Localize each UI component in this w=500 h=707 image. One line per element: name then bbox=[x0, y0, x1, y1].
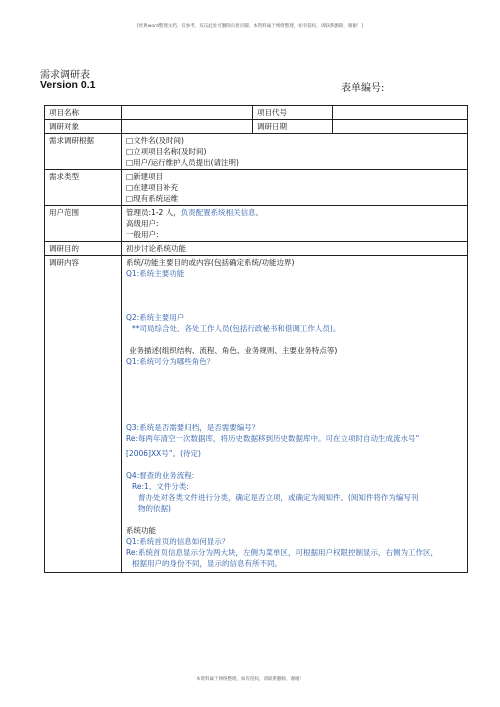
content-line: Q1:系统可分为哪些角色？ bbox=[126, 357, 215, 366]
table-row bbox=[45, 106, 468, 120]
label-survey-purpose: 调研目的 bbox=[45, 242, 122, 256]
table-row bbox=[45, 256, 468, 573]
project-code-value[interactable] bbox=[333, 106, 468, 120]
content-line: 系统功能 bbox=[126, 526, 156, 535]
label-project-name: 项目名称 bbox=[45, 106, 122, 120]
basis-option-user[interactable]: □用户/运行维护人员提出(请注明) bbox=[126, 158, 239, 167]
table-row bbox=[45, 170, 468, 206]
content-line: 根据用户的身份不同，显示的信息有所不同。 bbox=[132, 559, 282, 568]
table-row bbox=[45, 120, 468, 134]
content-line: 系统/功能主要目的或内容(包括确定系统/功能边界) bbox=[126, 258, 295, 267]
type-option-new[interactable]: □新建项目 bbox=[126, 172, 164, 181]
table-row bbox=[45, 242, 468, 256]
content-line: 督办处对各类文件进行分类，确定是否立项，或确定为阅知件。(阅知件将作为编写刊 bbox=[138, 493, 419, 502]
page-title: 需求调研表 bbox=[40, 70, 90, 81]
type-option-maintenance[interactable]: □现有系统运维 bbox=[126, 194, 179, 203]
survey-basis-options bbox=[122, 134, 468, 170]
content-line: Q1:系统首页的信息如何显示？ bbox=[126, 537, 230, 546]
table-row bbox=[45, 206, 468, 242]
content-line: Q4:督查的业务流程: bbox=[126, 471, 195, 480]
label-survey-basis: 需求调研根据 bbox=[45, 134, 122, 170]
survey-target-value[interactable] bbox=[122, 120, 253, 134]
content-line: **司局综合处、各处工作人员(包括行政秘书和借调工作人员)。 bbox=[132, 324, 341, 333]
label-survey-target: 调研对象 bbox=[45, 120, 122, 134]
requirement-type-options bbox=[122, 170, 468, 206]
survey-purpose-value: 初步讨论系统功能 bbox=[122, 242, 468, 256]
scope-general-user: 一般用户: bbox=[126, 230, 159, 239]
survey-table bbox=[44, 105, 468, 573]
survey-date-value[interactable] bbox=[333, 120, 468, 134]
user-scope-content bbox=[122, 206, 468, 242]
version-label: Version 0.1 bbox=[40, 79, 96, 91]
content-line: Re:每两年清空一次数据库，将历史数据移到历史数据库中。可在立项时自动生成流水号“ bbox=[126, 434, 420, 443]
project-name-value[interactable] bbox=[122, 106, 253, 120]
content-line: Q2:系统主要用户 bbox=[126, 313, 185, 322]
content-line: Re:1、文件分类: bbox=[132, 482, 189, 491]
form-number-label: 表单编号: bbox=[341, 83, 385, 94]
table-row bbox=[45, 134, 468, 170]
type-option-supplement[interactable]: □在建项目补充 bbox=[126, 183, 179, 192]
content-line: 物的依据) bbox=[138, 504, 171, 513]
content-line: Q1:系统主要功能 bbox=[126, 269, 185, 278]
label-survey-content: 调研内容 bbox=[45, 256, 122, 573]
scope-admin-line: 管理员:1-2 人，负责配置系统相关信息。 bbox=[126, 208, 264, 217]
label-user-scope: 用户范围 bbox=[45, 206, 122, 242]
basis-option-file[interactable]: □文件名(及时间) bbox=[126, 136, 184, 145]
header-note: [经典word整理文档，仅参考，双击此处可删除页眉页脚。本资料属于网络整理，如有侵权，请联系删除，谢谢！] bbox=[136, 24, 364, 29]
label-requirement-type: 需求类型 bbox=[45, 170, 122, 206]
content-line: 业务描述(组织结构、流程、角色、业务规则、主要业务特点等) bbox=[129, 346, 338, 355]
label-survey-date: 调研日期 bbox=[253, 120, 333, 134]
scope-advanced-user: 高级用户: bbox=[126, 219, 159, 228]
content-line: Re:系统首页信息显示分为两大块，左侧为菜单区，可根据用户权限控制显示，右侧为工作区， bbox=[126, 548, 439, 557]
content-line: [2006]XX号”。(待定) bbox=[126, 449, 201, 458]
content-line: Q3:系统是否需要归档，是否需要编号？ bbox=[126, 423, 260, 432]
label-project-code: 项目代号 bbox=[253, 106, 333, 120]
basis-option-project[interactable]: □立项项目名称(及时间) bbox=[126, 147, 207, 156]
survey-content-body bbox=[122, 256, 468, 573]
footer-note: 本资料属于网络整理，如有侵权，请联系删除，谢谢！ bbox=[196, 677, 304, 682]
